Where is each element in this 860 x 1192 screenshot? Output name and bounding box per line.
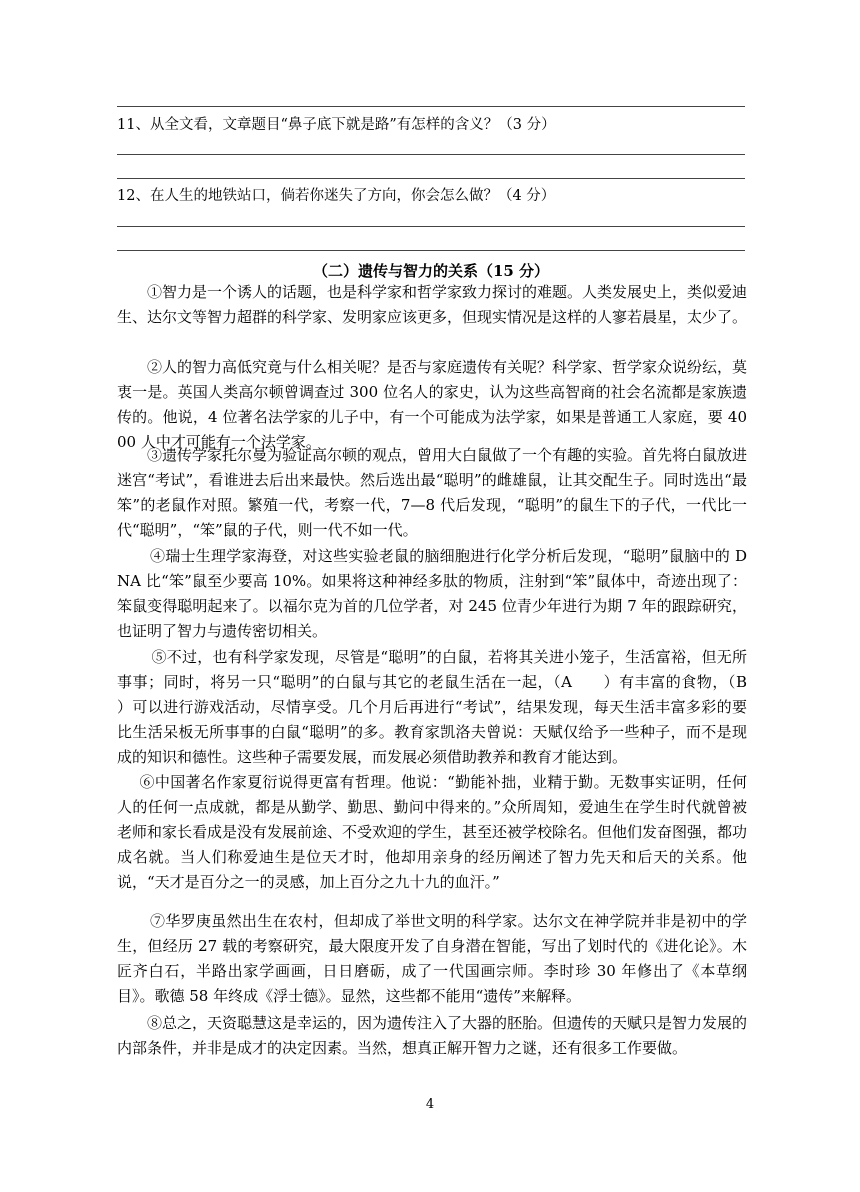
paragraph-2: ②人的智力高低究竟与什么相关呢？是否与家庭遗传有关呢？科学家、哲学家众说纷纭，莫衷一是。英国人类高尔顿曾调查过 300 位名人的家史，认为这些高智商的社会名流都是家族遗传的。他说，4 位著名法学家的儿子中，有一个可能成为法学家，如果是普通工人家庭，要 4000 人中才可能有一个法学家。 [117, 358, 748, 451]
paragraph-6: ⑥中国著名作家夏衍说得更富有哲理。他说：“勤能补拙，业精于勤。无数事实证明，任何人的任何一点成就，都是从勤学、勤思、勤问中得来的。”众所周知，爱迪生在学生时代就曾被老师和家长看成是没有发展前途、不受欢迎的学生，甚至还被学校除名。但他们发奋图强，都功成名就。当人们称爱迪生是位天才时，他却用亲身的经历阐述了智力先天和后天的关系。他说，“天才是百分之一的灵感，加上百分之九十九的血汗。” [117, 773, 748, 891]
answer-line [117, 154, 745, 155]
paragraph-8: ⑧总之，天资聪慧这是幸运的，因为遗传注入了大器的胚胎。但遗传的天赋只是智力发展的内部条件，并非是成才的决定因素。当然，想真正解开智力之谜，还有很多工作要做。 [117, 1014, 748, 1057]
paragraph-1: ①智力是一个诱人的话题，也是科学家和哲学家致力探讨的难题。人类发展史上，类似爱迪生、达尔文等智力超群的科学家、发明家应该更多，但现实情况是这样的人寥若晨星，太少了。 [117, 283, 748, 326]
paragraph-3: ③遗传学家托尔曼为验证高尔顿的观点，曾用大白鼠做了一个有趣的实验。首先将白鼠放进迷宫“考试”，看谁进去后出来最快。然后选出最“聪明”的雌雄鼠，让其交配生子。同时选出“最笨”的老鼠作对照。繁殖一代，考察一代，7—8 代后发现，“聪明”的鼠生下的子代，一代比一代“聪明”，“笨”鼠的子代，则一代不如一代。 [117, 446, 748, 539]
answer-line [117, 226, 745, 227]
section-title: （二）遗传与智力的关系（15 分） [312, 262, 550, 280]
question-11: 11、从全文看，文章题目“鼻子底下就是路”有怎样的含义？（3 分） [117, 117, 556, 133]
paragraph-4: ④瑞士生理学家海登，对这些实验老鼠的脑细胞进行化学分析后发现，“聪明”鼠脑中的 DNA 比“笨”鼠至少要高 10%。如果将这种神经多肽的物质，注射到“笨”鼠体中，奇迹出现了：笨鼠变得聪明起来了。以福尔克为首的几位学者，对 245 位青少年进行为期 7 年的跟踪研究，也证明了智力与遗传密切相关。 [117, 547, 747, 640]
answer-line [117, 178, 745, 179]
paragraph-5: ⑤不过，也有科学家发现，尽管是“聪明”的白鼠，若将其关进小笼子，生活富裕，但无所事事；同时，将另一只“聪明”的白鼠与其它的老鼠生活在一起，（A ）有丰富的食物，（B ）可以进行游戏活动，尽情享受。几个月后再进行“考试”，结果发现，每天生活丰富多彩的要比生活呆板无所事事的白鼠“聪明”的多。教育家凯洛夫曾说：天赋仅给予一些种子，而不是现成的知识和德性。这些种子需要发展，而发展必须借助教养和教育才能达到。 [117, 648, 778, 766]
page-number: 4 [425, 1097, 435, 1112]
answer-line [117, 250, 745, 251]
answer-line [117, 106, 745, 107]
paragraph-7: ⑦华罗庚虽然出生在农村，但却成了举世文明的科学家。达尔文在神学院并非是初中的学生，但经历 27 载的考察研究，最大限度开发了自身潜在智能，写出了划时代的《进化论》。木匠齐白石，半路出家学画画，日日磨砺，成了一代国画宗师。李时珍 30 年修出了《本草纲目》。歌德 58 年终成《浮士德》。显然，这些都不能用“遗传”来解释。 [117, 912, 747, 1005]
question-12: 12、在人生的地铁站口，倘若你迷失了方向，你会怎么做？（4 分） [117, 188, 556, 204]
